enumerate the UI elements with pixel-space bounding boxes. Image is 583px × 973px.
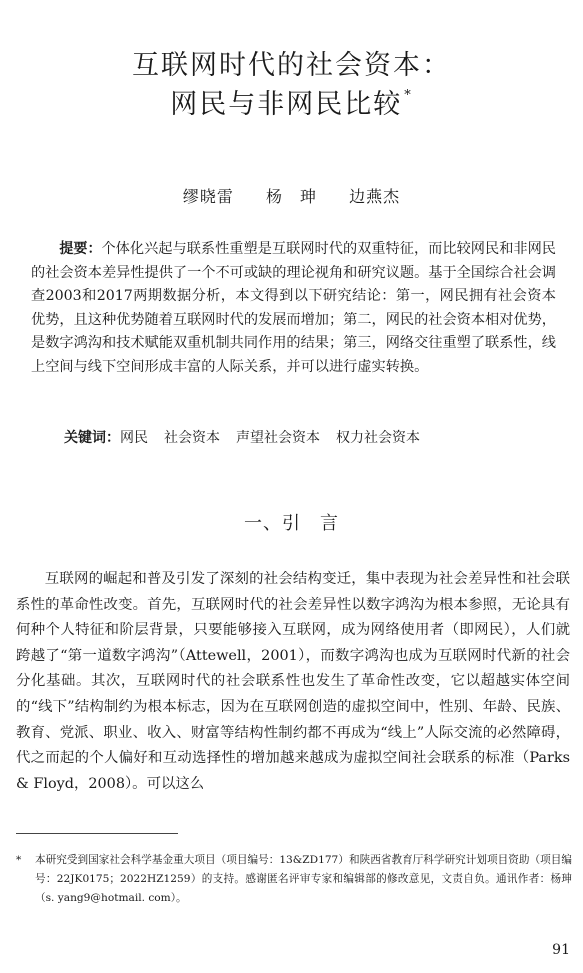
footnote-divider bbox=[16, 833, 178, 834]
page-number: 91 bbox=[552, 942, 570, 958]
paper-title-line2 bbox=[0, 88, 583, 120]
paper-title-line1: 互联网时代的社会资本： bbox=[132, 50, 451, 81]
keyword-4: 权力社会资本 bbox=[336, 430, 420, 446]
footnote-text: 本研究受到国家社会科学基金重大项目（项目编号：13&ZD177）和陕西省教育厅科学研究计划项目资助（项目编号：22JK0175；2022HZ1259）的支持。感谢匿名评审专家和编辑部的修改意见，文责自负。通讯作者：杨珅（s. yang9@hotmail. com）。 bbox=[35, 854, 572, 904]
keywords bbox=[64, 427, 564, 450]
keyword-3: 声望社会资本 bbox=[236, 430, 320, 446]
abstract-text: 个体化兴起与联系性重塑是互联网时代的双重特征，而比较网民和非网民的社会资本差异性提供了一个不可或缺的理论视角和研究议题。基于全国综合社会调查2003和2017两期数据分析，本文得到以下研究结论：第一，网民拥有社会资本优势，且这种优势随着互联网时代的发展而增加；第二，网民的社会资本相对优势，是数字鸿沟和技术赋能双重机制共同作用的结果；第三，网络交往重塑了联系性，线上空间与线下空间形成丰富的人际关系，并可以进行虚实转换。 bbox=[31, 241, 556, 375]
abstract-label: 提要： bbox=[59, 241, 102, 257]
body-paragraph: 互联网的崛起和普及引发了深刻的社会结构变迁，集中表现为社会差异性和社会联系性的革命性改变。首先，互联网时代的社会差异性以数字鸿沟为根本参照，无论具有何种个人特征和阶层背景，只要能够接入互联网，成为网络使用者（即网民），人们就跨越了“第一道数字鸿沟”（Attewell，2001），而数字鸿沟也成为互联网时代新的社会分化基础。其次，互联网时代的社会联系性也发生了革命性改变，它以超越实体空间的“线下”结构制约为根本标志，因为在互联网创造的虚拟空间中，性别、年龄、民族、教育、党派、职业、收入、财富等结构性制约都不再成为“线上”人际交流的必然障碍，代之而起的个人偏好和互动选择性的增加越来越成为虚拟空间社会联系的标准（Parks & Floyd，2008）。可以这么 bbox=[16, 571, 570, 792]
author-1: 缪晓雷 bbox=[182, 187, 234, 206]
footnote bbox=[16, 851, 572, 908]
author-3: 边燕杰 bbox=[349, 187, 401, 206]
keywords-label: 关键词： bbox=[64, 430, 120, 446]
section-heading: 一、引 言 bbox=[244, 513, 339, 534]
footnote-mark: * bbox=[16, 854, 22, 866]
keyword-2: 社会资本 bbox=[164, 430, 220, 446]
keyword-1: 网民 bbox=[120, 430, 148, 446]
paper-title-line2-text: 网民与非网民比较 bbox=[170, 89, 403, 120]
author-2: 杨 珅 bbox=[265, 187, 317, 206]
abstract bbox=[31, 238, 556, 380]
author-list bbox=[0, 184, 583, 207]
title-footnote-mark: * bbox=[404, 88, 413, 103]
